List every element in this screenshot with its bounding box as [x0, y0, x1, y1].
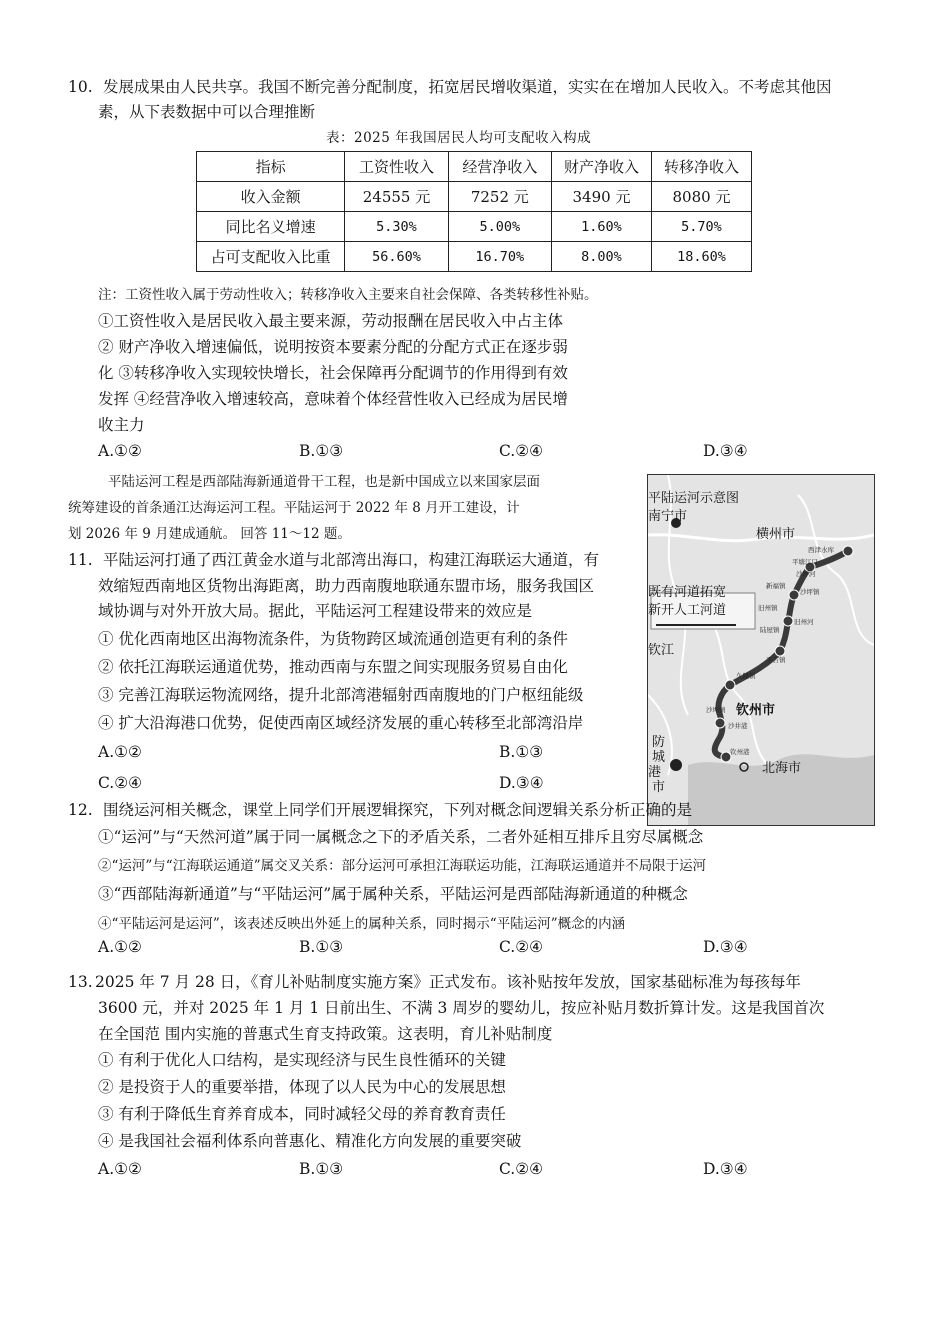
q10-statement-1: ①工资性收入是居民收入最主要来源，劳动报酬在居民收入中占主体: [98, 312, 564, 330]
q11-stem-line3: 域协调与对外开放大局。据此，平陆运河工程建设带来的效应是: [98, 602, 533, 620]
income-table: [196, 151, 752, 272]
table-header-row: [197, 152, 752, 182]
table-header: 转移净收入: [651, 152, 751, 182]
map-town: 沙坪河: [796, 570, 816, 578]
q12-statement-1: ①“运河”与“天然河道”属于同一属概念之下的矛盾关系，二者外延相互排斥且穷尽属概念: [98, 828, 704, 846]
q10-table-note: 注：工资性收入属于劳动性收入；转移净收入主要来自社会保障、各类转移性补贴。: [98, 287, 598, 303]
table-header: 工资性收入: [345, 152, 448, 182]
q13-number: 13.: [68, 973, 93, 991]
q11-stem-line1: 平陆运河打通了西江黄金水道与北部湾出海口，构建江海联运大通道，有: [103, 551, 600, 569]
q13-option-b[interactable]: B.①③: [299, 1160, 344, 1178]
q13-stem-line1: 2025 年 7 月 28 日，《育儿补贴制度实施方案》正式发布。该补贴按年发放，国家基础标准为每孩每年: [95, 973, 801, 991]
q12-statement-3: ③“西部陆海新通道”与“平陆运河”属于属种关系，平陆运河是西部陆海新通道的种概念: [98, 885, 688, 903]
pinglu-canal-map: [647, 474, 875, 826]
q12-statement-2: ②“运河”与“江海联运通道”属交叉关系：部分运河可承担江海联运功能，江海联运通道并不局限于运河: [98, 858, 707, 874]
table-cell: 1.60%: [551, 212, 651, 242]
q10-option-c[interactable]: C.②④: [499, 442, 544, 460]
map-label-qinzhou: 钦州市: [736, 703, 776, 718]
q11-option-b[interactable]: B.①③: [499, 743, 544, 761]
q10-table-caption: 表：2025 年我国居民人均可支配收入构成: [326, 130, 592, 146]
q10-statement-2a: ② 财产净收入增速偏低，说明按资本要素分配的分配方式正在逐步弱: [98, 338, 568, 356]
table-cell: 占可支配收入比重: [197, 242, 345, 272]
table-cell: 5.00%: [448, 212, 551, 242]
table-cell: 56.60%: [345, 242, 448, 272]
map-town: 沙埠镇: [706, 706, 726, 714]
table-header: 指标: [197, 152, 345, 182]
q11-stem-line2: 效缩短西南地区货物出海距离，助力西南腹地联通东盟市场，服务我国区: [98, 577, 595, 595]
q13-stem-line2: 3600 元，并对 2025 年 1 月 1 日前出生、不满 3 周岁的婴幼儿，按应补贴月数折算计发。这是我国首次: [98, 999, 825, 1017]
q12-statement-4: ④“平陆运河是运河”，该表述反映出外延上的属种关系，同时揭示“平陆运河”概念的内涵: [98, 916, 626, 932]
table-header: 经营净收入: [448, 152, 551, 182]
q11-statement-4: ④ 扩大沿海港口优势，促使西南区域经济发展的重心转移至北部湾沿岸: [98, 714, 584, 732]
passage-line3: 划 2026 年 9 月建成通航。 回答 11～12 题。: [68, 526, 351, 542]
q13-option-c[interactable]: C.②④: [499, 1160, 544, 1178]
q10-statement-2d: 收主力: [98, 416, 145, 434]
table-row: [197, 182, 752, 212]
table-row: [197, 212, 752, 242]
table-header: 财产净收入: [551, 152, 651, 182]
map-town: 旧州镇: [758, 604, 778, 612]
q12-number: 12.: [68, 801, 93, 819]
map-town: 久隆镇: [736, 672, 756, 680]
q10-statement-2b: 化 ③转移净收入实现较快增长，社会保障再分配调节的作用得到有效: [98, 364, 568, 382]
q13-option-a[interactable]: A.①②: [98, 1160, 142, 1178]
map-title: 平陆运河示意图: [648, 491, 740, 506]
q12-option-a[interactable]: A.①②: [98, 938, 142, 956]
q10-statement-2c: 发挥 ④经营净收入增速较高，意味着个体经营性收入已经成为居民增: [98, 390, 568, 408]
table-cell: 8080 元: [651, 182, 751, 212]
q10-stem-line2: 素，从下表数据中可以合理推断: [98, 103, 316, 121]
map-label-fangcheng-2: 城: [652, 750, 666, 765]
map-legend-new: 新开人工河道: [648, 603, 727, 618]
map-town: 平塘江口: [792, 558, 818, 566]
q13-statement-1: ① 有利于优化人口结构，是实现经济与民生良性循环的关键: [98, 1051, 506, 1069]
map-town: 沙坪镇: [800, 588, 820, 596]
map-label-fangcheng-1: 防: [652, 735, 666, 750]
q13-statement-3: ③ 有利于降低生育养育成本，同时减轻父母的养育教育责任: [98, 1105, 506, 1123]
q12-stem: 围绕运河相关概念，课堂上同学们开展逻辑探究，下列对概念间逻辑关系分析正确的是: [103, 801, 693, 819]
q10-option-a[interactable]: A.①②: [98, 442, 142, 460]
q13-option-d[interactable]: D.③④: [703, 1160, 748, 1178]
map-label-qinjiang: 钦江: [648, 643, 675, 658]
map-town: 钦州港: [730, 748, 750, 756]
q11-statement-1: ① 优化西南地区出海物流条件，为货物跨区域流通创造更有利的条件: [98, 630, 568, 648]
q12-option-d[interactable]: D.③④: [703, 938, 748, 956]
q10-stem-line1: 发展成果由人民共享。我国不断完善分配制度，拓宽居民增收渠道，实实在在增加人民收入。不考虑其他因: [103, 78, 832, 96]
q10-option-d[interactable]: D.③④: [703, 442, 748, 460]
table-cell: 24555 元: [345, 182, 448, 212]
map-label-beihai: 北海市: [762, 761, 802, 776]
table-cell: 8.00%: [551, 242, 651, 272]
map-label-hengzhou: 横州市: [756, 527, 796, 542]
map-town: 沙井港: [728, 722, 748, 730]
q13-statement-4: ④ 是我国社会福利体系向普惠化、精准化方向发展的重要突破: [98, 1132, 522, 1150]
table-cell: 5.70%: [651, 212, 751, 242]
table-cell: 3490 元: [551, 182, 651, 212]
table-row: [197, 242, 752, 272]
map-town: 平吉镇: [766, 656, 786, 664]
map-town: 旧州河: [794, 618, 814, 626]
q11-number: 11.: [68, 551, 93, 569]
map-label-fangcheng-3: 港: [648, 765, 662, 780]
map-town: 西津水库: [808, 546, 834, 554]
q11-option-c[interactable]: C.②④: [98, 774, 143, 792]
passage-line2: 统筹建设的首条通江达海运河工程。平陆运河于 2022 年 8 月开工建设，计: [68, 500, 520, 516]
map-town: 陆屋镇: [760, 626, 780, 634]
table-cell: 16.70%: [448, 242, 551, 272]
q11-option-d[interactable]: D.③④: [499, 774, 544, 792]
q12-option-c[interactable]: C.②④: [499, 938, 544, 956]
q11-option-a[interactable]: A.①②: [98, 743, 142, 761]
q11-statement-2: ② 依托江海联运通道优势，推动西南与东盟之间实现服务贸易自由化: [98, 658, 568, 676]
q10-number: 10.: [68, 78, 93, 96]
map-label-fangcheng-4: 市: [652, 780, 666, 795]
q10-option-b[interactable]: B.①③: [299, 442, 344, 460]
passage-line1: 平陆运河工程是西部陆海新通道骨干工程，也是新中国成立以来国家层面: [108, 474, 540, 490]
table-cell: 18.60%: [651, 242, 751, 272]
map-label-nanning: 南宁市: [648, 509, 688, 524]
q12-option-b[interactable]: B.①③: [299, 938, 344, 956]
table-cell: 5.30%: [345, 212, 448, 242]
q13-statement-2: ② 是投资于人的重要举措，体现了以人民为中心的发展思想: [98, 1078, 506, 1096]
q11-statement-3: ③ 完善江海联运物流网络，提升北部湾港辐射西南腹地的门户枢纽能级: [98, 686, 584, 704]
q13-stem-line3: 在全国范 围内实施的普惠式生育支持政策。这表明，育儿补贴制度: [98, 1025, 553, 1043]
map-town: 新福镇: [766, 582, 786, 590]
table-cell: 收入金额: [197, 182, 345, 212]
table-cell: 7252 元: [448, 182, 551, 212]
map-legend-widen: 既有河道拓宽: [648, 585, 727, 600]
table-cell: 同比名义增速: [197, 212, 345, 242]
